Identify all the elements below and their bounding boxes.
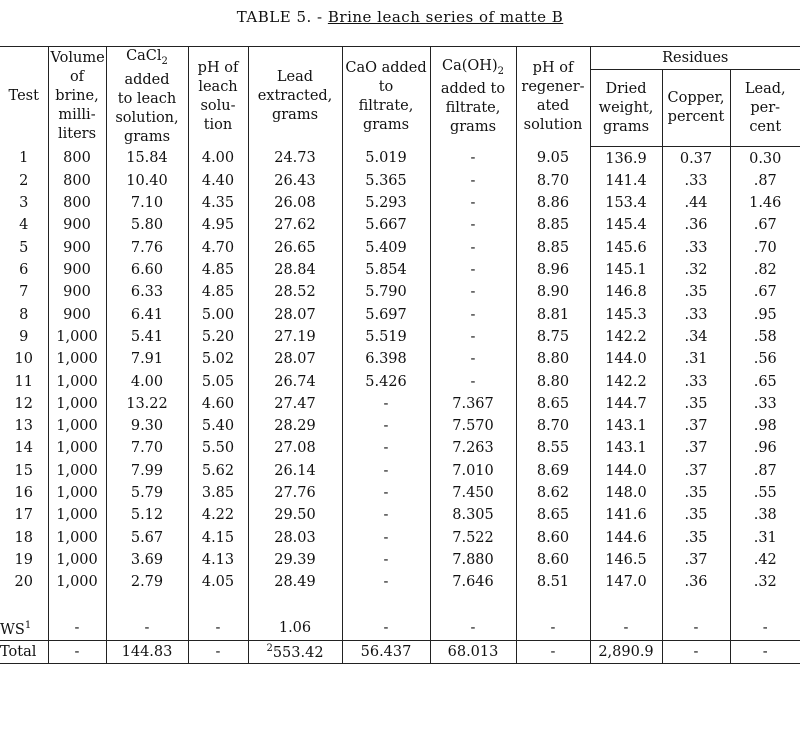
- table-cell: 2.79: [106, 571, 188, 593]
- header-ph-regenerated: pH of regener- ated solution: [516, 47, 590, 147]
- table-row: [0, 549, 800, 571]
- table-cell: -: [430, 617, 516, 640]
- table-cell: 13.22: [106, 393, 188, 415]
- table-cell: 143.1: [590, 437, 662, 459]
- table-cell: .38: [730, 504, 800, 526]
- table-title-prefix: TABLE 5. -: [236, 8, 328, 26]
- table-cell: 900: [48, 303, 106, 325]
- table-cell: 143.1: [590, 415, 662, 437]
- table-cell: .35: [662, 281, 730, 303]
- table-cell: 1,000: [48, 482, 106, 504]
- table-row: [0, 437, 800, 459]
- table-cell: 27.62: [248, 214, 342, 236]
- table-cell: 144.6: [590, 526, 662, 548]
- table-cell: 4.15: [188, 526, 248, 548]
- table-cell: 8.75: [516, 326, 590, 348]
- table-cell: 8.60: [516, 549, 590, 571]
- table-cell: 7.010: [430, 460, 516, 482]
- table-cell: .32: [730, 571, 800, 593]
- table-cell: 10.40: [106, 170, 188, 192]
- table-cell: -: [430, 259, 516, 281]
- header-dried-weight: Dried weight, grams: [590, 70, 662, 147]
- table-cell: 8.55: [516, 437, 590, 459]
- table-cell: 5.79: [106, 482, 188, 504]
- table-cell: 56.437: [342, 640, 430, 663]
- table-body: [0, 147, 800, 593]
- table-cell: 1,000: [48, 370, 106, 392]
- table-cell: 145.4: [590, 214, 662, 236]
- table-row: [0, 281, 800, 303]
- table-cell: 136.9: [590, 147, 662, 170]
- table-cell: .98: [730, 415, 800, 437]
- table-cell: -: [342, 504, 430, 526]
- table-title-caption: Brine leach series of matte B: [327, 8, 564, 26]
- table-cell: 8.62: [516, 482, 590, 504]
- brine-leach-table: [0, 46, 800, 664]
- test-number: 6: [0, 259, 48, 281]
- table-cell: 5.790: [342, 281, 430, 303]
- table-cell: .37: [662, 415, 730, 437]
- table-cell: 142.2: [590, 370, 662, 392]
- table-row: [0, 326, 800, 348]
- table-cell: 146.8: [590, 281, 662, 303]
- table-cell: -: [48, 640, 106, 663]
- table-cell: .33: [662, 370, 730, 392]
- table-cell: 5.293: [342, 192, 430, 214]
- table-row: [0, 348, 800, 370]
- table-cell: .96: [730, 437, 800, 459]
- test-number: 13: [0, 415, 48, 437]
- table-cell: -: [730, 617, 800, 640]
- table-cell: 5.05: [188, 370, 248, 392]
- table-cell: 8.69: [516, 460, 590, 482]
- table-cell: -: [430, 214, 516, 236]
- table-row: [0, 571, 800, 593]
- table-cell: 8.65: [516, 504, 590, 526]
- table-cell: -: [342, 437, 430, 459]
- table-cell: 26.08: [248, 192, 342, 214]
- table-cell: .56: [730, 348, 800, 370]
- table-cell: 144.83: [106, 640, 188, 663]
- table-cell: 7.76: [106, 237, 188, 259]
- table-cell: 28.07: [248, 303, 342, 325]
- table-cell: 5.019: [342, 147, 430, 170]
- table-cell: -: [730, 640, 800, 663]
- test-number: 8: [0, 303, 48, 325]
- table-cell: 5.62: [188, 460, 248, 482]
- table-cell: 5.12: [106, 504, 188, 526]
- table-cell: -: [662, 617, 730, 640]
- table-cell: 147.0: [590, 571, 662, 593]
- table-cell: 6.33: [106, 281, 188, 303]
- table-cell: 8.70: [516, 415, 590, 437]
- table-cell: 9.05: [516, 147, 590, 170]
- table-cell: 5.41: [106, 326, 188, 348]
- header-volume: Volume of brine, milli- liters: [48, 47, 106, 147]
- table-cell: 6.398: [342, 348, 430, 370]
- header-cacl2: CaCl$_2$ added to leach solution, grams: [106, 47, 188, 147]
- table-cell: 4.85: [188, 259, 248, 281]
- table-cell: .33: [730, 393, 800, 415]
- table-cell: 28.29: [248, 415, 342, 437]
- table-cell: 1,000: [48, 504, 106, 526]
- table-cell: 28.84: [248, 259, 342, 281]
- table-cell: 8.70: [516, 170, 590, 192]
- table-cell: 153.4: [590, 192, 662, 214]
- table-cell: .67: [730, 214, 800, 236]
- table-header: [0, 47, 800, 147]
- table-cell: .33: [662, 303, 730, 325]
- table-row: [0, 504, 800, 526]
- table-cell: 4.13: [188, 549, 248, 571]
- test-number: 7: [0, 281, 48, 303]
- table-cell: 144.0: [590, 460, 662, 482]
- test-number: 11: [0, 370, 48, 392]
- table-row: [0, 170, 800, 192]
- table-cell: -: [342, 393, 430, 415]
- table-cell: .44: [662, 192, 730, 214]
- table-row: [0, 259, 800, 281]
- table-cell: 141.6: [590, 504, 662, 526]
- table-cell: .42: [730, 549, 800, 571]
- table-cell: 8.80: [516, 370, 590, 392]
- table-cell: -: [430, 237, 516, 259]
- table-cell: 0.37: [662, 147, 730, 170]
- table-cell: 1,000: [48, 460, 106, 482]
- table-cell: 7.522: [430, 526, 516, 548]
- table-cell: 7.70: [106, 437, 188, 459]
- header-cao: CaO added to filtrate, grams: [342, 47, 430, 147]
- table-cell: 26.14: [248, 460, 342, 482]
- table-cell: 3.85: [188, 482, 248, 504]
- test-number: 16: [0, 482, 48, 504]
- table-row: [0, 482, 800, 504]
- table-cell: 8.60: [516, 526, 590, 548]
- table-cell: -: [188, 640, 248, 663]
- table-cell: 7.367: [430, 393, 516, 415]
- table-cell: .87: [730, 460, 800, 482]
- test-number: 14: [0, 437, 48, 459]
- table-cell: 145.6: [590, 237, 662, 259]
- spacer-row: [0, 593, 800, 617]
- table-cell: 8.305: [430, 504, 516, 526]
- table-cell: 5.80: [106, 214, 188, 236]
- table-cell: .37: [662, 549, 730, 571]
- test-number: 9: [0, 326, 48, 348]
- ws-label: $WS^1$: [0, 617, 48, 640]
- table-cell: -: [430, 170, 516, 192]
- table-cell: 141.4: [590, 170, 662, 192]
- table-cell: -: [430, 348, 516, 370]
- table-cell: 6.60: [106, 259, 188, 281]
- table-cell: -: [430, 370, 516, 392]
- table-cell: 800: [48, 147, 106, 170]
- table-cell: 26.65: [248, 237, 342, 259]
- table-cell: 1,000: [48, 437, 106, 459]
- table-cell: 8.90: [516, 281, 590, 303]
- table-cell: -: [106, 617, 188, 640]
- table-cell: .67: [730, 281, 800, 303]
- table-cell: 27.47: [248, 393, 342, 415]
- table-cell: 800: [48, 170, 106, 192]
- table-cell: 27.76: [248, 482, 342, 504]
- table-row: [0, 460, 800, 482]
- table-cell: 4.00: [188, 147, 248, 170]
- table-cell: 2,890.9: [590, 640, 662, 663]
- table-cell: 4.70: [188, 237, 248, 259]
- table-cell: 15.84: [106, 147, 188, 170]
- header-ph-leach: pH of leach solu- tion: [188, 47, 248, 147]
- table-cell: 5.854: [342, 259, 430, 281]
- table-cell: 900: [48, 259, 106, 281]
- table-cell: 24.73: [248, 147, 342, 170]
- table-cell: 1,000: [48, 348, 106, 370]
- table-cell: .35: [662, 504, 730, 526]
- table-row: [0, 192, 800, 214]
- table-cell: .37: [662, 437, 730, 459]
- table-cell: 0.30: [730, 147, 800, 170]
- test-number: 15: [0, 460, 48, 482]
- table-cell: .31: [730, 526, 800, 548]
- table-cell: 5.40: [188, 415, 248, 437]
- table-cell: -: [48, 617, 106, 640]
- header-lead-extracted: Lead extracted, grams: [248, 47, 342, 147]
- test-number: 12: [0, 393, 48, 415]
- test-number: 19: [0, 549, 48, 571]
- table-cell: 7.263: [430, 437, 516, 459]
- table-cell: -: [430, 326, 516, 348]
- table-cell: 4.00: [106, 370, 188, 392]
- table-cell: -: [662, 640, 730, 663]
- table-cell: -: [430, 192, 516, 214]
- test-number: 17: [0, 504, 48, 526]
- table-cell: 146.5: [590, 549, 662, 571]
- table-cell: 1,000: [48, 549, 106, 571]
- table-cell: 8.85: [516, 214, 590, 236]
- table-cell: -: [430, 281, 516, 303]
- table-row: [0, 526, 800, 548]
- table-cell: 7.646: [430, 571, 516, 593]
- table-cell: 4.05: [188, 571, 248, 593]
- table-cell: 7.450: [430, 482, 516, 504]
- table-cell: 145.1: [590, 259, 662, 281]
- table-cell: 5.50: [188, 437, 248, 459]
- test-number: 5: [0, 237, 48, 259]
- table-cell: 8.85: [516, 237, 590, 259]
- table-cell: 8.80: [516, 348, 590, 370]
- table-cell: .65: [730, 370, 800, 392]
- table-title: [0, 8, 800, 26]
- test-number: 10: [0, 348, 48, 370]
- table-cell: 27.08: [248, 437, 342, 459]
- table-cell: 5.00: [188, 303, 248, 325]
- table-cell: -: [342, 460, 430, 482]
- table-cell: 8.65: [516, 393, 590, 415]
- table-cell: .82: [730, 259, 800, 281]
- table-cell: 27.19: [248, 326, 342, 348]
- table-cell: 4.85: [188, 281, 248, 303]
- table-cell: .95: [730, 303, 800, 325]
- table-cell: .58: [730, 326, 800, 348]
- table-cell: .35: [662, 526, 730, 548]
- table-cell: -: [590, 617, 662, 640]
- table-cell: -: [342, 549, 430, 571]
- table-cell: 4.22: [188, 504, 248, 526]
- table-cell: .35: [662, 482, 730, 504]
- table-cell: .36: [662, 214, 730, 236]
- table-cell: 8.51: [516, 571, 590, 593]
- ws-row: [0, 617, 800, 640]
- table-cell: 900: [48, 281, 106, 303]
- table-cell: .87: [730, 170, 800, 192]
- table-cell: .31: [662, 348, 730, 370]
- table-cell: 7.10: [106, 192, 188, 214]
- table-cell: 145.3: [590, 303, 662, 325]
- table-cell: 4.95: [188, 214, 248, 236]
- table-cell: -: [342, 482, 430, 504]
- table-cell: 7.99: [106, 460, 188, 482]
- table-cell: 148.0: [590, 482, 662, 504]
- test-number: 20: [0, 571, 48, 593]
- table-cell: 9.30: [106, 415, 188, 437]
- table-cell: 1.46: [730, 192, 800, 214]
- table-cell: -: [516, 617, 590, 640]
- table-cell: -: [342, 415, 430, 437]
- table-row: [0, 303, 800, 325]
- table-cell: 68.013: [430, 640, 516, 663]
- table-cell: 7.91: [106, 348, 188, 370]
- table-row: [0, 393, 800, 415]
- table-cell: 7.570: [430, 415, 516, 437]
- table-cell: 28.49: [248, 571, 342, 593]
- table-cell: 8.96: [516, 259, 590, 281]
- table-cell: 8.86: [516, 192, 590, 214]
- table-cell: 800: [48, 192, 106, 214]
- table-cell: -: [430, 303, 516, 325]
- table-cell: .70: [730, 237, 800, 259]
- table-cell: 4.35: [188, 192, 248, 214]
- header-test: Test: [0, 47, 48, 147]
- table-cell: 26.43: [248, 170, 342, 192]
- table-cell: 1,000: [48, 415, 106, 437]
- table-cell: 8.81: [516, 303, 590, 325]
- table-cell: -: [342, 526, 430, 548]
- table-cell: .37: [662, 460, 730, 482]
- table-cell: .36: [662, 571, 730, 593]
- table-cell: 29.39: [248, 549, 342, 571]
- table-cell: -: [188, 617, 248, 640]
- table-cell: 28.52: [248, 281, 342, 303]
- table-cell: .33: [662, 237, 730, 259]
- table-row: [0, 415, 800, 437]
- total-row: [0, 640, 800, 663]
- table-cell: 5.519: [342, 326, 430, 348]
- header-caoh2: $Ca(OH)_2$ added to filtrate, grams: [430, 47, 516, 147]
- table-cell: 1,000: [48, 393, 106, 415]
- table-cell: 5.365: [342, 170, 430, 192]
- total-label: Total: [0, 640, 48, 663]
- table-cell: 900: [48, 237, 106, 259]
- table-row: [0, 370, 800, 392]
- table-cell: 7.880: [430, 549, 516, 571]
- table-cell: 1,000: [48, 571, 106, 593]
- table-cell: 1,000: [48, 526, 106, 548]
- table-cell: 5.67: [106, 526, 188, 548]
- table-cell: .32: [662, 259, 730, 281]
- table-cell: 4.40: [188, 170, 248, 192]
- header-residues: Residues: [590, 47, 800, 70]
- table-cell: .33: [662, 170, 730, 192]
- table-cell: -: [342, 617, 430, 640]
- header-lead-percent: Lead, per- cent: [730, 70, 800, 147]
- table-cell: -: [430, 147, 516, 170]
- table-cell: 5.667: [342, 214, 430, 236]
- table-cell: 6.41: [106, 303, 188, 325]
- table-cell: .55: [730, 482, 800, 504]
- test-number: 3: [0, 192, 48, 214]
- table-cell: 3.69: [106, 549, 188, 571]
- test-number: 2: [0, 170, 48, 192]
- test-number: 18: [0, 526, 48, 548]
- table-cell: 1,000: [48, 326, 106, 348]
- table-cell: .34: [662, 326, 730, 348]
- test-number: 1: [0, 147, 48, 170]
- test-number: 4: [0, 214, 48, 236]
- table-cell: 5.02: [188, 348, 248, 370]
- table-footer: [0, 593, 800, 663]
- table-cell: 144.0: [590, 348, 662, 370]
- table-row: [0, 237, 800, 259]
- table-cell: 5.409: [342, 237, 430, 259]
- table-cell: 29.50: [248, 504, 342, 526]
- table-cell: 28.03: [248, 526, 342, 548]
- table-cell: 144.7: [590, 393, 662, 415]
- table-cell: $^2$553.42: [248, 640, 342, 663]
- table-cell: 900: [48, 214, 106, 236]
- table-cell: -: [342, 571, 430, 593]
- table-cell: 5.426: [342, 370, 430, 392]
- table-cell: 4.60: [188, 393, 248, 415]
- table-cell: -: [516, 640, 590, 663]
- header-copper: Copper, percent: [662, 70, 730, 147]
- table-cell: 5.20: [188, 326, 248, 348]
- table-row: [0, 214, 800, 236]
- table-cell: 5.697: [342, 303, 430, 325]
- table-row: [0, 147, 800, 170]
- table-cell: .35: [662, 393, 730, 415]
- table-cell: 1.06: [248, 617, 342, 640]
- table-cell: 28.07: [248, 348, 342, 370]
- table-cell: 142.2: [590, 326, 662, 348]
- table-cell: 26.74: [248, 370, 342, 392]
